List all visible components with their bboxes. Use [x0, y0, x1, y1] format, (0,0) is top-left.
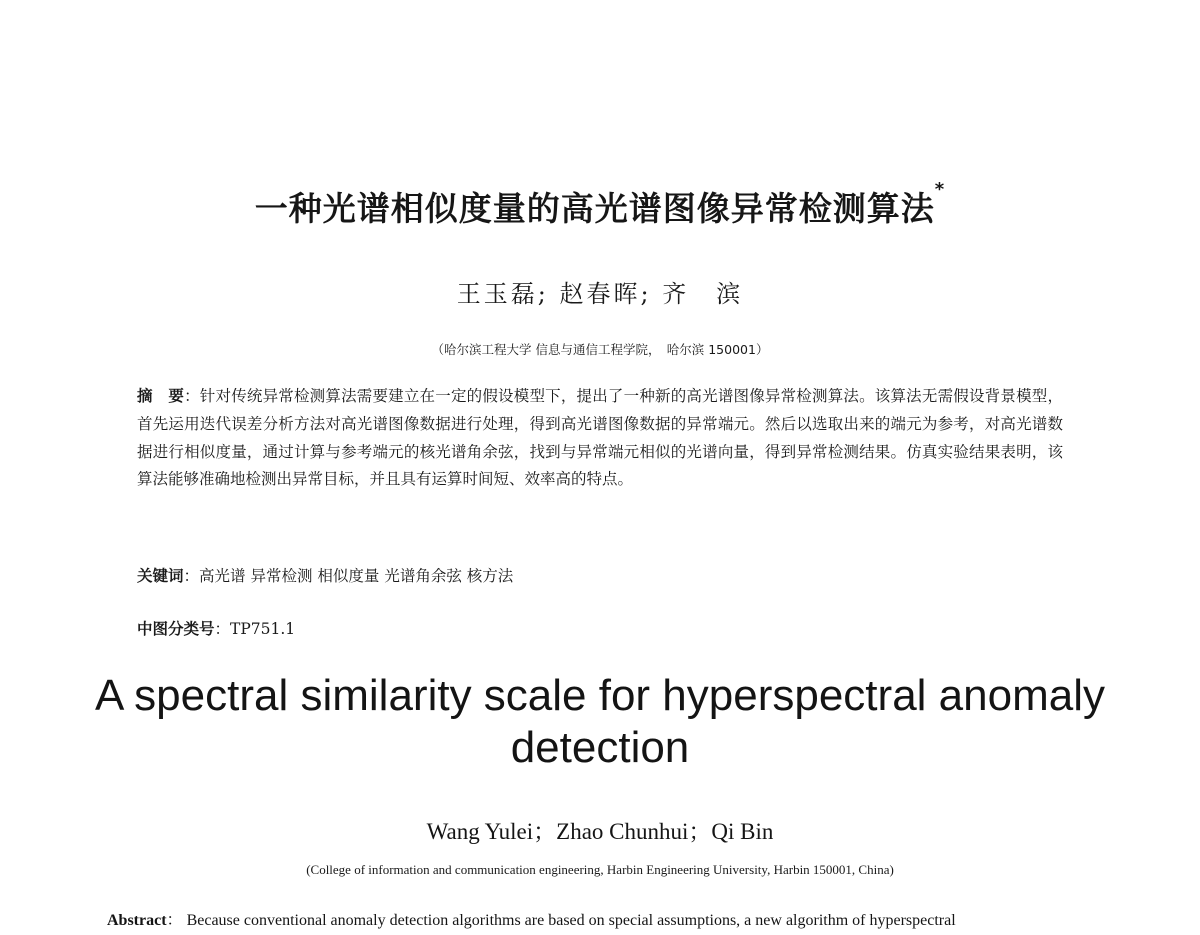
chinese-abstract [137, 383, 1063, 494]
classification-label: 中图分类号 [137, 620, 215, 638]
english-affiliation: (College of information and communication engineering, Harbin Engineering University, Harbin 150001, China) [306, 862, 894, 877]
chinese-abstract-label: 摘 要 [137, 387, 185, 405]
chinese-abstract-separator: ： [184, 387, 200, 405]
english-authors: Wang Yulei；Zhao Chunhui；Qi Bin [426, 819, 774, 844]
english-abstract-label: Abstract [107, 912, 167, 929]
chinese-authors: 王玉磊; 赵春晖; 齐 滨 [456, 280, 744, 308]
chinese-title [0, 179, 1200, 230]
chinese-keywords-separator: ： [183, 567, 200, 585]
classification-number: TP751.1 [230, 620, 296, 638]
english-title: A spectral similarity scale for hyperspectral anomaly detection [95, 671, 1105, 772]
english-abstract-separator: ： [166, 912, 183, 929]
chinese-keywords-label: 关键词 [137, 567, 184, 585]
english-abstract [107, 907, 1117, 930]
classification-separator: ： [214, 620, 231, 638]
english-abstract-text: Because conventional anomaly detection algorithms are based on special assumptions, a new algorithm of hyperspectral [186, 912, 956, 929]
chinese-classification [137, 617, 295, 639]
chinese-abstract-text: 针对传统异常检测算法需要建立在一定的假设模型下，提出了一种新的高光谱图像异常检测算法。该算法无需假设背景模型，首先运用迭代误差分析方法对高光谱图像数据进行处理，得到高光谱图像数据的异常端元。然后以选取出来的端元为参考，对高光谱数据进行相似度量，通过计算与参考端元的核光谱角余弦，找到与异常端元相似的光谱向量，得到异常检测结果。仿真实验结果表明，该算法能够准确地检测出异常目标，并且具有运算时间短、效率高的特点。 [137, 387, 1063, 489]
chinese-title-text: 一种光谱相似度量的高光谱图像异常检测算法 [254, 189, 935, 228]
chinese-keywords [137, 564, 513, 586]
chinese-affiliation: （哈尔滨工程大学 信息与通信工程学院， 哈尔滨 150001） [431, 342, 769, 357]
chinese-keywords-text: 高光谱 异常检测 相似度量 光谱角余弦 核方法 [199, 567, 514, 585]
title-footnote-mark: * [934, 179, 946, 200]
